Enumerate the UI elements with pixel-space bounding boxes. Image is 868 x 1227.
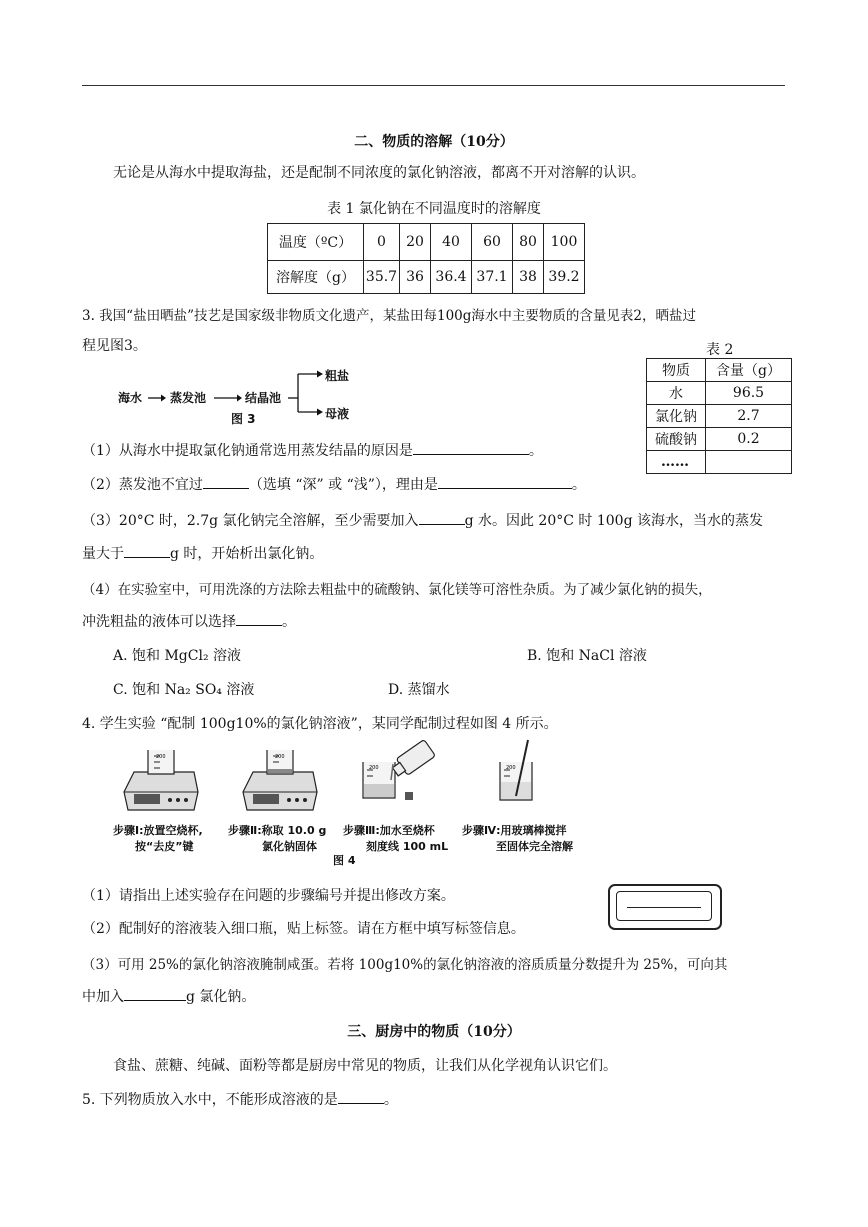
q3-line1: 3. 我国“盐田晒盐”技艺是国家级非物质文化遗产，某盐田每100g海水中主要物质的含量见表2，晒盐过: [82, 308, 696, 324]
answer-blank[interactable]: [236, 612, 282, 626]
table1-cell: 20: [400, 224, 431, 261]
q3-part4-line1: （4）在实验室中，可用洗涤的方法除去粗盐中的硫酸钠、氯化镁等可溶性杂质。为了减少氯化钠的损失，: [82, 582, 712, 598]
q5: [82, 1089, 398, 1109]
table2-cell: 氯化钠: [647, 405, 706, 428]
table1-cell: 36.4: [431, 261, 472, 294]
table1-cell: 39.2: [544, 261, 585, 294]
table1-cell: 40: [431, 224, 472, 261]
beaker-mark: 200: [369, 765, 379, 771]
table2-cell: 2.7: [706, 405, 792, 428]
table1-cell: 80: [513, 224, 544, 261]
label-box[interactable]: [608, 884, 722, 930]
q3-part2-end: 。: [571, 477, 586, 493]
table1-cell: 37.1: [472, 261, 513, 294]
arrow-right-icon: [213, 393, 243, 403]
section3-intro: 食盐、蔗糖、纯碱、面粉等都是厨房中常见的物质，让我们从化学视角认识它们。: [113, 1058, 617, 1074]
scale-with-beaker-illustration: [120, 742, 200, 817]
section2-title: 二、物质的溶解（10分）: [354, 134, 514, 150]
q3-part2-text: （2）蒸发池不宜过: [82, 477, 203, 493]
q4-part2: （2）配制好的溶液装入细口瓶，贴上标签。请在方框中填写标签信息。: [82, 921, 525, 937]
step3-caption-line2: 刻度线 100 mL: [366, 840, 449, 853]
q3-part4-end: 。: [282, 614, 296, 630]
option-b[interactable]: B. 饱和 NaCl 溶液: [527, 648, 647, 664]
table1-cell: 36: [400, 261, 431, 294]
step2-caption-line1: 步骤Ⅱ:称取 10.0 g: [228, 824, 327, 837]
q3-part3-text: （3）20°C 时，2.7g 氯化钠完全溶解，至少需要加入: [82, 513, 419, 529]
q3-part3-line2: [82, 543, 323, 563]
scale-with-beaker-illustration: [239, 742, 319, 817]
table1-cell: 60: [472, 224, 513, 261]
q4-part3-text: g 氯化钠。: [186, 989, 256, 1005]
q3-part1: [82, 440, 543, 460]
table1-cell: 100: [544, 224, 585, 261]
q4-part3-text: 中加入: [82, 989, 124, 1005]
q3-part3-text: 量大于: [82, 546, 124, 562]
table2-cell: 96.5: [706, 382, 792, 405]
table2: [646, 358, 792, 474]
label-box-inner: [616, 891, 712, 921]
stirring-rod-illustration: [494, 738, 544, 813]
table2-cell: [706, 451, 792, 474]
fig3-seawater: 海水: [118, 391, 143, 405]
section3-title: 三、厨房中的物质（10分）: [347, 1024, 521, 1040]
table1-cell: 35.7: [364, 261, 400, 294]
q5-text: 5. 下列物质放入水中，不能形成溶液的是: [82, 1092, 338, 1108]
q3-part4-line2: [82, 611, 296, 631]
fig3-mother-liquor: 母液: [325, 407, 350, 421]
step3-caption-line1: 步骤Ⅲ:加水至烧杯: [343, 824, 435, 837]
fig3-crystallization-pond: 结晶池: [245, 391, 282, 405]
q3-part2-mid: （选填 “深” 或 “浅”），理由是: [248, 477, 438, 493]
beaker-mark: 200: [506, 765, 516, 771]
beaker-mark: 200: [275, 754, 285, 760]
q3-part1-text: （1）从海水中提取氯化钠通常选用蒸发结晶的原因是: [82, 443, 413, 459]
q3-part3-text: g 水。因此 20°C 时 100g 该海水，当水的蒸发: [464, 513, 763, 529]
q4-intro: 4. 学生实验 “配制 100g10%的氯化钠溶液”，某同学配制过程如图 4 所示。: [82, 716, 558, 732]
label-line: [627, 907, 701, 908]
answer-blank[interactable]: [338, 1090, 384, 1104]
q4-part3-line2: [82, 986, 255, 1006]
q4-part3-line1: （3）可用 25%的氯化钠溶液腌制咸蛋。若将 100g10%的氯化钠溶液的溶质质量分数提升为 25%，可向其: [82, 957, 728, 973]
q3-line2: 程见图3。: [82, 338, 147, 354]
table2-cell: 0.2: [706, 428, 792, 451]
q5-end: 。: [383, 1092, 398, 1108]
beaker-mark: 200: [156, 754, 166, 760]
step4-caption-line1: 步骤Ⅳ:用玻璃棒搅拌: [462, 824, 567, 837]
step2-caption-line2: 氯化钠固体: [262, 840, 317, 853]
option-d[interactable]: D. 蒸馏水: [388, 682, 450, 698]
step1-caption-line2: 按“去皮”键: [135, 840, 194, 853]
table1-cell: 0: [364, 224, 400, 261]
table2-cell: 水: [647, 382, 706, 405]
q3-part4-text: 冲洗粗盐的液体可以选择: [82, 614, 236, 630]
fig4-label: 图 4: [333, 854, 356, 867]
q3-part1-end: 。: [528, 443, 543, 459]
table1-caption: 表 1 氯化钠在不同温度时的溶解度: [327, 201, 541, 217]
table1: [267, 223, 585, 294]
branch-arrow-icon: [288, 366, 324, 420]
fig3-crude-salt: 粗盐: [325, 369, 350, 383]
fig3-label: 图 3: [231, 412, 256, 426]
table1-cell: 温度（ºC）: [268, 224, 364, 261]
pouring-water-illustration: [357, 740, 437, 815]
table1-cell: 溶解度（g）: [268, 261, 364, 294]
answer-blank[interactable]: [413, 441, 529, 455]
table2-header: 物质: [647, 359, 706, 382]
step1-caption-line1: 步骤Ⅰ:放置空烧杯,: [113, 824, 203, 837]
q4-part1: （1）请指出上述实验存在问题的步骤编号并提出修改方案。: [82, 888, 455, 904]
fig3-evaporation-pond: 蒸发池: [170, 391, 207, 405]
option-c[interactable]: C. 饱和 Na₂ SO₄ 溶液: [113, 682, 255, 698]
table2-header: 含量（g）: [706, 359, 792, 382]
answer-blank[interactable]: [124, 987, 186, 1001]
option-a[interactable]: A. 饱和 MgCl₂ 溶液: [113, 648, 242, 664]
answer-blank[interactable]: [124, 544, 170, 558]
table2-cell: 硫酸钠: [647, 428, 706, 451]
q3-part3-text: g 时，开始析出氯化钠。: [170, 546, 324, 562]
table2-cell: ……: [647, 451, 706, 474]
answer-blank[interactable]: [419, 511, 465, 525]
section2-intro: 无论是从海水中提取海盐，还是配制不同浓度的氯化钠溶液，都离不开对溶解的认识。: [113, 165, 645, 181]
step4-caption-line2: 至固体完全溶解: [496, 840, 573, 853]
arrow-right-icon: [147, 393, 167, 403]
answer-blank[interactable]: [203, 475, 249, 489]
table1-cell: 38: [513, 261, 544, 294]
table2-caption: 表 2: [706, 342, 734, 358]
q3-part3-line1: [82, 510, 763, 530]
q3-part2: [82, 474, 586, 494]
answer-blank[interactable]: [438, 475, 572, 489]
header-rule: [82, 85, 785, 86]
